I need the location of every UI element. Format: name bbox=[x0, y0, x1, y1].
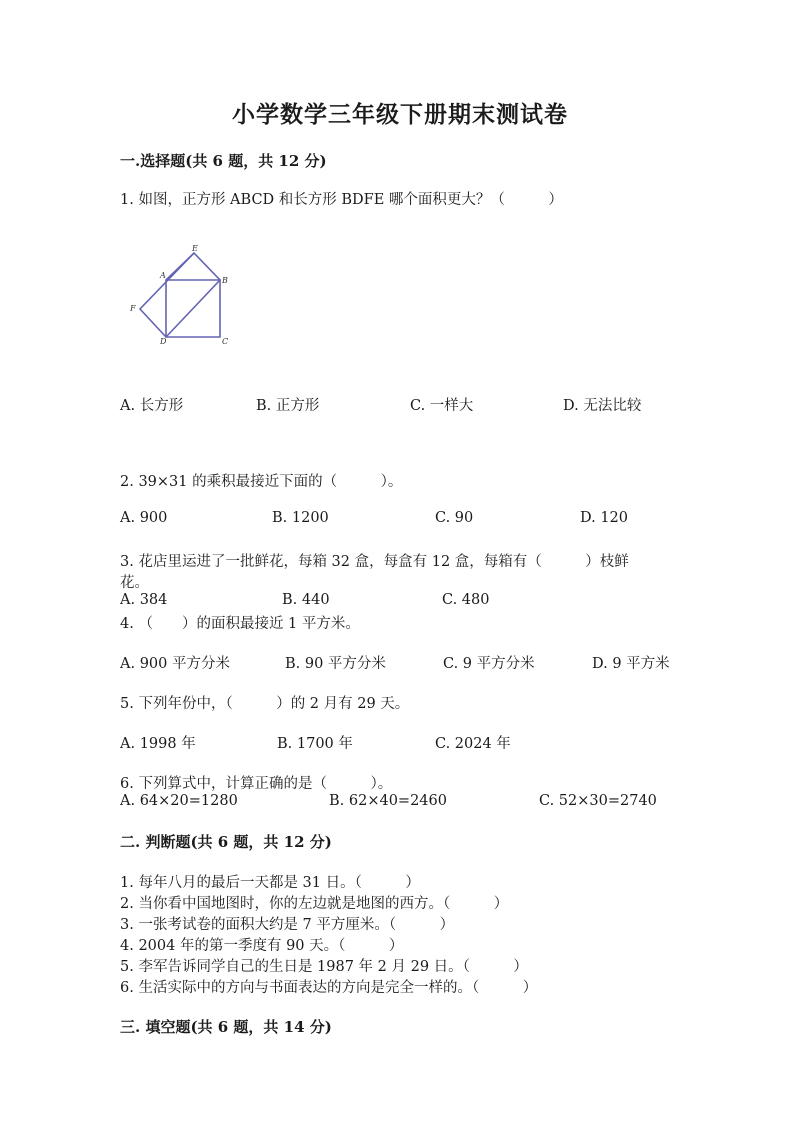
q4-option-d: D. 9 平方米 bbox=[592, 656, 670, 672]
q3-option-b: B. 440 bbox=[282, 592, 330, 608]
q4-option-b: B. 90 平方分米 bbox=[285, 656, 386, 672]
segment-ae bbox=[166, 253, 194, 280]
q5-option-a: A. 1998 年 bbox=[120, 736, 196, 752]
page-title: 小学数学三年级下册期末测试卷 bbox=[232, 101, 568, 128]
figure-label-d: D bbox=[160, 337, 167, 346]
q2-option-a: A. 900 bbox=[120, 510, 168, 526]
q1-option-d: D. 无法比较 bbox=[563, 398, 642, 414]
figure-label-f: F bbox=[130, 304, 136, 313]
q2-option-c: C. 90 bbox=[435, 510, 474, 526]
section-heading-judgment: 二. 判断题(共 6 题，共 12 分) bbox=[120, 833, 332, 851]
judgment-item-4: 4. 2004 年的第一季度有 90 天。（ ） bbox=[120, 938, 404, 954]
q1-option-a: A. 长方形 bbox=[120, 398, 184, 414]
question-1-text: 1. 如图，正方形 ABCD 和长方形 BDFE 哪个面积更大？（ ） bbox=[120, 192, 563, 208]
q1-option-c: C. 一样大 bbox=[410, 398, 474, 414]
q6-option-b: B. 62×40=2460 bbox=[329, 793, 447, 809]
section-heading-choice: 一.选择题(共 6 题，共 12 分) bbox=[120, 152, 327, 170]
q5-option-b: B. 1700 年 bbox=[277, 736, 353, 752]
q4-option-c: C. 9 平方分米 bbox=[443, 656, 535, 672]
q6-option-c: C. 52×30=2740 bbox=[539, 793, 657, 809]
q4-option-a: A. 900 平方分米 bbox=[120, 656, 230, 672]
question-3-text-line1: 3. 花店里运进了一批鲜花，每箱 32 盒，每盒有 12 盒，每箱有（ ）枝鲜 bbox=[120, 554, 629, 570]
judgment-item-6: 6. 生活实际中的方向与书面表达的方向是完全一样的。（ ） bbox=[120, 980, 538, 996]
judgment-item-3: 3. 一张考试卷的面积大约是 7 平方厘米。（ ） bbox=[120, 917, 455, 933]
q3-option-c: C. 480 bbox=[442, 592, 490, 608]
judgment-item-5: 5. 李军告诉同学自己的生日是 1987 年 2 月 29 日。（ ） bbox=[120, 959, 528, 975]
figure-label-a: A bbox=[160, 271, 166, 280]
judgment-item-1: 1. 每年八月的最后一天都是 31 日。（ ） bbox=[120, 875, 420, 891]
question-4-text: 4. （ ）的面积最接近 1 平方米。 bbox=[120, 616, 360, 632]
square-rectangle-figure bbox=[124, 240, 234, 350]
q6-option-a: A. 64×20=1280 bbox=[120, 793, 238, 809]
figure-label-e: E bbox=[192, 244, 198, 253]
q1-option-b: B. 正方形 bbox=[256, 398, 320, 414]
q2-option-d: D. 120 bbox=[580, 510, 629, 526]
q2-option-b: B. 1200 bbox=[272, 510, 329, 526]
question-6-text: 6. 下列算式中，计算正确的是（ ）。 bbox=[120, 776, 393, 792]
q3-option-a: A. 384 bbox=[120, 592, 168, 608]
section-heading-fill-in: 三. 填空题(共 6 题，共 14 分) bbox=[120, 1018, 332, 1036]
question-5-text: 5. 下列年份中，（ ）的 2 月有 29 天。 bbox=[120, 696, 410, 712]
question-3-text-line2: 花。 bbox=[120, 575, 149, 591]
figure-label-b: B bbox=[222, 276, 228, 285]
judgment-item-2: 2. 当你看中国地图时，你的左边就是地图的西方。（ ） bbox=[120, 896, 509, 912]
figure-label-c: C bbox=[222, 337, 229, 346]
question-2-text: 2. 39×31 的乘积最接近下面的（ ）。 bbox=[120, 474, 403, 490]
q5-option-c: C. 2024 年 bbox=[435, 736, 511, 752]
